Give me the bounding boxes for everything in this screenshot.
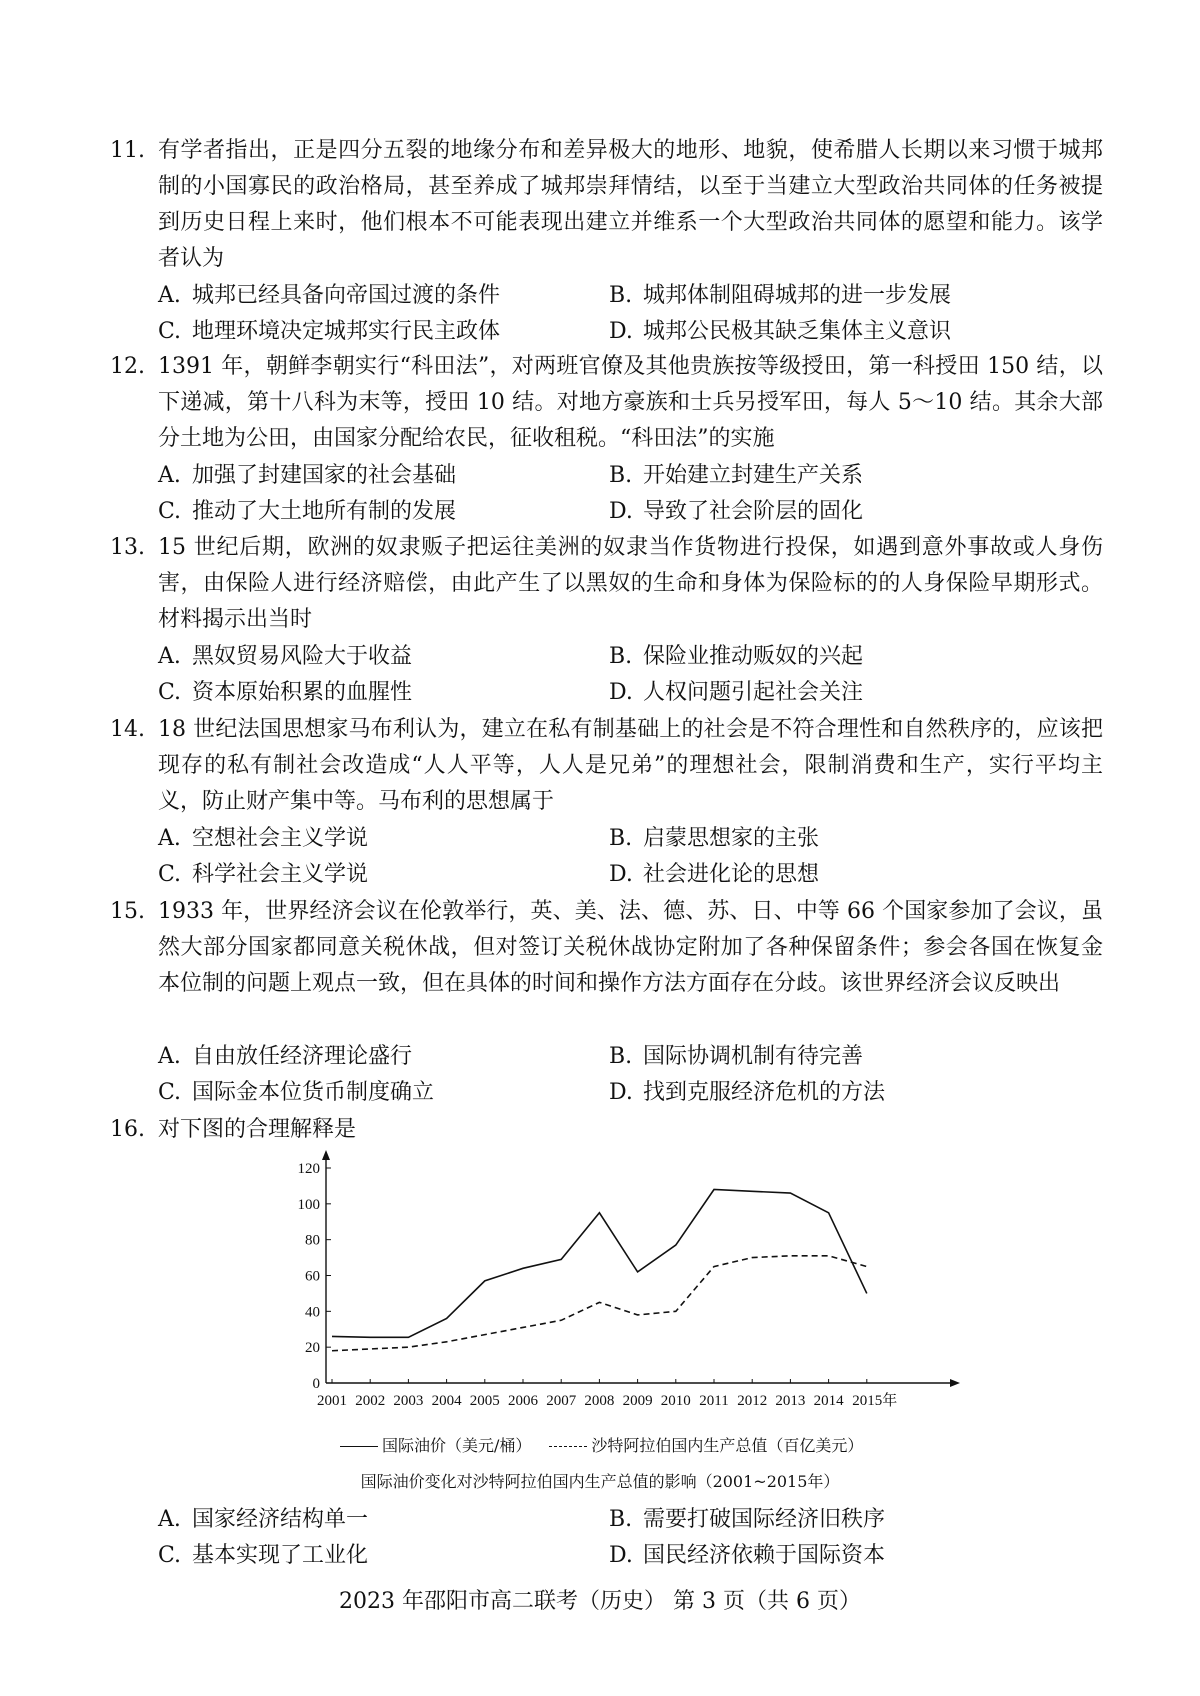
line-chart bbox=[270, 1150, 970, 1440]
y-tick-label: 100 bbox=[297, 1196, 320, 1213]
option-text: 社会进化论的思想 bbox=[643, 862, 820, 887]
question-stem: 18 世纪法国思想家马布利认为，建立在私有制基础上的社会是不符合理性和自然秩序的，应该把现存的私有制社会改造成“人人平等，人人是兄弟”的理想社会，限制消费和生产，实行平均主义，防止财产集中等。马布利的思想属于 bbox=[158, 717, 1103, 814]
option-d bbox=[609, 1075, 885, 1111]
option-letter: B. bbox=[609, 283, 633, 308]
option-letter: C. bbox=[158, 499, 182, 524]
question-number: 12. bbox=[110, 354, 145, 379]
option-text: 人权问题引起社会关注 bbox=[643, 680, 864, 705]
option-b bbox=[609, 1502, 885, 1538]
x-tick-label: 2012 bbox=[737, 1393, 768, 1409]
option-text: 导致了社会阶层的固化 bbox=[643, 499, 864, 524]
option-text: 地理环境决定城邦实行民主政体 bbox=[192, 319, 501, 344]
x-tick-label: 2010 bbox=[660, 1393, 691, 1409]
option-text: 保险业推动贩奴的兴起 bbox=[643, 644, 864, 669]
x-tick-label: 2006 bbox=[508, 1393, 538, 1409]
question-stem: 1933 年，世界经济会议在伦敦举行，英、美、法、德、苏、日、中等 66 个国家参加了会议，虽然大部分国家都同意关税休战，但对签订关税休战协定附加了各种保留条件；参会各国在恢复金本位制的问题上观点一致，但在具体的时间和操作方法方面存在分歧。该世界经济会议反映出 bbox=[158, 899, 1103, 996]
legend-dashed-swatch bbox=[549, 1446, 587, 1447]
option-letter: C. bbox=[158, 862, 182, 887]
option-letter: B. bbox=[609, 463, 633, 488]
option-a bbox=[158, 1039, 412, 1075]
option-text: 国际协调机制有待完善 bbox=[643, 1044, 864, 1069]
option-letter: C. bbox=[158, 319, 182, 344]
question-stem: 1391 年，朝鲜李朝实行“科田法”，对两班官僚及其他贵族按等级授田，第一科授田 150 结，以下递减，第十八科为末等，授田 10 结。对地方豪族和士兵另授军田，每人 5～10 结。其余大部分土地为公田，由国家分配给农民，征收租税。“科田法”的实施 bbox=[158, 354, 1103, 451]
x-tick-label: 2008 bbox=[584, 1393, 615, 1409]
page-footer: 2023 年邵阳市高二联考（历史） 第 3 页（共 6 页） bbox=[339, 1589, 861, 1614]
question-stem: 对下图的合理解释是 bbox=[158, 1117, 357, 1142]
x-tick-label: 2009 bbox=[622, 1393, 653, 1409]
option-c bbox=[158, 314, 500, 350]
option-letter: A. bbox=[158, 644, 181, 669]
question-number: 16. bbox=[110, 1117, 145, 1142]
option-letter: A. bbox=[158, 463, 181, 488]
option-text: 开始建立封建生产关系 bbox=[643, 463, 864, 488]
option-text: 国际金本位货币制度确立 bbox=[192, 1080, 435, 1105]
option-b bbox=[609, 278, 951, 314]
option-letter: B. bbox=[609, 1507, 633, 1532]
option-text: 空想社会主义学说 bbox=[192, 826, 369, 851]
option-a bbox=[158, 1502, 368, 1538]
option-letter: C. bbox=[158, 1543, 182, 1568]
option-text: 国民经济依赖于国际资本 bbox=[643, 1543, 886, 1568]
option-b bbox=[609, 458, 863, 494]
option-letter: A. bbox=[158, 1044, 181, 1069]
chart-legend bbox=[340, 1434, 863, 1458]
y-tick-label: 80 bbox=[305, 1232, 320, 1249]
option-d bbox=[609, 675, 863, 711]
x-tick-label: 2007 bbox=[546, 1393, 577, 1409]
option-b bbox=[609, 1039, 863, 1075]
option-d bbox=[609, 857, 819, 893]
option-d bbox=[609, 494, 863, 530]
x-tick-label: 2011 bbox=[699, 1393, 729, 1409]
x-tick-label: 2001 bbox=[317, 1393, 347, 1409]
option-text: 黑奴贸易风险大于收益 bbox=[192, 644, 413, 669]
question-number: 14. bbox=[110, 717, 145, 742]
option-text: 资本原始积累的血腥性 bbox=[192, 680, 413, 705]
x-tick-label: 2015年 bbox=[852, 1393, 898, 1409]
option-letter: B. bbox=[609, 1044, 633, 1069]
option-text: 推动了大土地所有制的发展 bbox=[192, 499, 457, 524]
option-c bbox=[158, 1075, 434, 1111]
option-text: 找到克服经济危机的方法 bbox=[643, 1080, 886, 1105]
option-letter: C. bbox=[158, 680, 182, 705]
question-stem: 15 世纪后期，欧洲的奴隶贩子把运往美洲的奴隶当作货物进行投保，如遇到意外事故或人身伤害，由保险人进行经济赔偿，由此产生了以黑奴的生命和身体为保险标的的人身保险早期形式。材料揭示出当时 bbox=[158, 535, 1103, 632]
option-text: 城邦已经具备向帝国过渡的条件 bbox=[192, 283, 501, 308]
option-text: 科学社会主义学说 bbox=[192, 862, 369, 887]
option-c bbox=[158, 675, 412, 711]
legend-dashed-label: 沙特阿拉伯国内生产总值（百亿美元） bbox=[591, 1436, 864, 1455]
option-letter: D. bbox=[609, 319, 633, 344]
question-number: 11. bbox=[110, 138, 145, 163]
option-b bbox=[609, 639, 863, 675]
option-letter: B. bbox=[609, 644, 633, 669]
y-tick-label: 60 bbox=[305, 1268, 320, 1285]
y-tick-label: 20 bbox=[305, 1340, 320, 1357]
option-letter: C. bbox=[158, 1080, 182, 1105]
oil-price-series-line bbox=[332, 1190, 867, 1338]
x-tick-label: 2014 bbox=[813, 1393, 844, 1409]
question-number: 15. bbox=[110, 899, 145, 924]
x-tick-label: 2003 bbox=[393, 1393, 424, 1409]
option-letter: B. bbox=[609, 826, 633, 851]
question-number: 13. bbox=[110, 535, 145, 560]
option-a bbox=[158, 458, 456, 494]
gdp-series-line bbox=[332, 1256, 867, 1351]
x-tick-label: 2002 bbox=[355, 1393, 386, 1409]
y-tick-label: 120 bbox=[297, 1161, 320, 1177]
option-c bbox=[158, 857, 368, 893]
option-text: 加强了封建国家的社会基础 bbox=[192, 463, 457, 488]
option-a bbox=[158, 639, 412, 675]
option-letter: A. bbox=[158, 283, 181, 308]
option-letter: D. bbox=[609, 862, 633, 887]
option-letter: D. bbox=[609, 1543, 633, 1568]
question-stem: 有学者指出，正是四分五裂的地缘分布和差异极大的地形、地貌，使希腊人长期以来习惯于城邦制的小国寡民的政治格局，甚至养成了城邦崇拜情结，以至于当建立大型政治共同体的任务被提到历史日程上来时，他们根本不可能表现出建立并维系一个大型政治共同体的愿望和能力。该学者认为 bbox=[158, 138, 1103, 271]
x-tick-label: 2005 bbox=[469, 1393, 500, 1409]
option-text: 自由放任经济理论盛行 bbox=[192, 1044, 413, 1069]
y-tick-label: 40 bbox=[305, 1304, 320, 1321]
option-text: 城邦体制阻碍城邦的进一步发展 bbox=[643, 283, 952, 308]
x-tick-label: 2004 bbox=[431, 1393, 462, 1409]
option-c bbox=[158, 494, 456, 530]
option-text: 国家经济结构单一 bbox=[192, 1507, 369, 1532]
option-b bbox=[609, 821, 819, 857]
x-axis-arrow bbox=[950, 1379, 960, 1387]
legend-solid-swatch bbox=[340, 1446, 378, 1447]
option-letter: D. bbox=[609, 680, 633, 705]
option-letter: D. bbox=[609, 1080, 633, 1105]
option-text: 基本实现了工业化 bbox=[192, 1543, 369, 1568]
legend-solid-label: 国际油价（美元/桶） bbox=[382, 1436, 532, 1455]
option-d bbox=[609, 314, 951, 350]
option-c bbox=[158, 1538, 368, 1574]
option-d bbox=[609, 1538, 885, 1574]
option-letter: A. bbox=[158, 1507, 181, 1532]
option-letter: D. bbox=[609, 499, 633, 524]
option-letter: A. bbox=[158, 826, 181, 851]
option-text: 城邦公民极其缺乏集体主义意识 bbox=[643, 319, 952, 344]
option-text: 需要打破国际经济旧秩序 bbox=[643, 1507, 886, 1532]
option-text: 启蒙思想家的主张 bbox=[643, 826, 820, 851]
option-a bbox=[158, 821, 368, 857]
option-a bbox=[158, 278, 500, 314]
y-tick-label: 0 bbox=[312, 1376, 320, 1392]
x-tick-label: 2013 bbox=[775, 1393, 806, 1409]
chart-title: 国际油价变化对沙特阿拉伯国内生产总值的影响（2001~2015年） bbox=[360, 1472, 840, 1491]
y-axis-arrow bbox=[322, 1150, 330, 1160]
